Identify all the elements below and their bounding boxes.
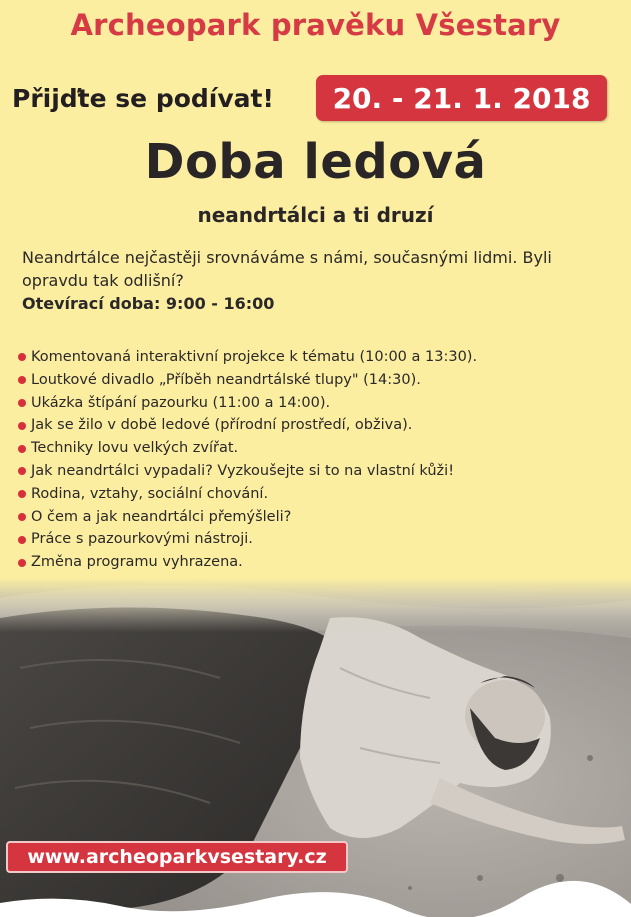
program-item: Jak se žilo v době ledové (přírodní prostředí, obživa).: [18, 414, 618, 437]
event-subtitle: neandrtálci a ti druzí: [197, 203, 434, 227]
invitation-text: Přijďte se podívat!: [12, 84, 274, 113]
program-item: Ukázka štípání pazourku (11:00 a 14:00).: [18, 392, 618, 415]
program-item: Jak neandrtálci vypadali? Vyzkoušejte si to na vlastní kůži!: [18, 460, 618, 483]
intro-paragraph: Neandrtálce nejčastěji srovnáváme s námi, současnými lidmi. Byli opravdu tak odlišní?: [22, 248, 552, 290]
program-item: Techniky lovu velkých zvířat.: [18, 437, 618, 460]
bullet-icon: [18, 445, 26, 453]
program-item: Komentovaná interaktivní projekce k tématu (10:00 a 13:30).: [18, 346, 618, 369]
program-item: Změna programu vyhrazena.: [18, 551, 618, 574]
event-title: Doba ledová: [144, 134, 487, 190]
program-item: Rodina, vztahy, sociální chování.: [18, 483, 618, 506]
bullet-icon: [18, 376, 26, 384]
bullet-icon: [18, 467, 26, 475]
date-badge: 20. - 21. 1. 2018: [316, 75, 607, 121]
opening-hours: Otevírací doba: 9:00 - 16:00: [22, 294, 275, 313]
program-item: O čem a jak neandrtálci přemýšleli?: [18, 506, 618, 529]
park-title: Archeopark pravěku Všestary: [70, 8, 561, 42]
bullet-icon: [18, 353, 26, 361]
website-url[interactable]: www.archeoparkvsestary.cz: [6, 841, 348, 873]
bullet-icon: [18, 422, 26, 430]
program-list: [18, 346, 618, 574]
program-item: Práce s pazourkovými nástroji.: [18, 528, 618, 551]
bullet-icon: [18, 490, 26, 498]
program-item: Loutkové divadlo „Příběh neandrtálské tlupy" (14:30).: [18, 369, 618, 392]
bullet-icon: [18, 536, 26, 544]
bullet-icon: [18, 399, 26, 407]
bullet-icon: [18, 559, 26, 567]
bullet-icon: [18, 513, 26, 521]
